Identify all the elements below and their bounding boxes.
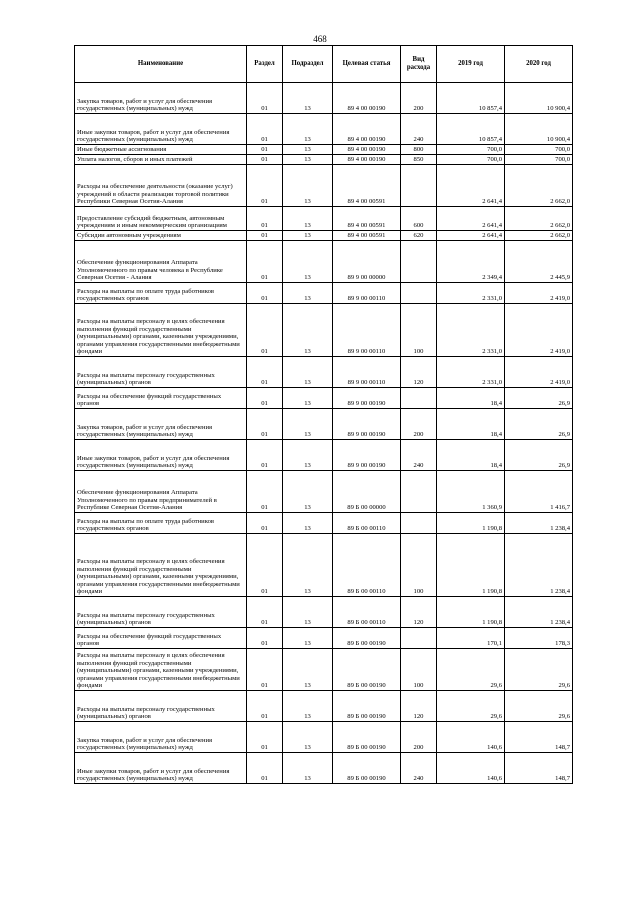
- row-name: Обеспечение функционирования Аппарата Уполномоченного по правам предпринимателей в Республике Северная Осетия-Алания: [75, 471, 247, 513]
- row-expense-type: 200: [401, 722, 437, 753]
- row-target: 89 4 00 00591: [333, 207, 401, 231]
- table-row: [75, 114, 573, 145]
- table-row: [75, 753, 573, 784]
- row-section: 01: [247, 649, 283, 691]
- row-name: Обеспечение функционирования Аппарата Уполномоченного по правам человека в Республике Северная Осетия - Алания: [75, 241, 247, 283]
- row-subsection: 13: [283, 357, 333, 388]
- table-row: [75, 231, 573, 241]
- row-value-2019: 1 190,8: [437, 597, 505, 628]
- row-expense-type: [401, 388, 437, 409]
- row-value-2019: 170,1: [437, 628, 505, 649]
- table-row: [75, 649, 573, 691]
- row-section: 01: [247, 207, 283, 231]
- row-expense-type: 850: [401, 155, 437, 165]
- row-expense-type: [401, 628, 437, 649]
- row-name: Субсидии автономным учреждениям: [75, 231, 247, 241]
- page-number: 468: [313, 34, 327, 44]
- row-section: 01: [247, 283, 283, 304]
- header-name: Наименование: [75, 46, 247, 83]
- row-expense-type: 200: [401, 83, 437, 114]
- row-target: 89 Б 00 00190: [333, 753, 401, 784]
- row-value-2020: 2 419,0: [505, 283, 573, 304]
- row-subsection: 13: [283, 241, 333, 283]
- row-name: Иные закупки товаров, работ и услуг для обеспечения государственных (муниципальных) нужд: [75, 114, 247, 145]
- row-section: 01: [247, 753, 283, 784]
- table-row: [75, 722, 573, 753]
- row-value-2019: 18,4: [437, 388, 505, 409]
- row-subsection: 13: [283, 304, 333, 357]
- row-name: Иные бюджетные ассигнования: [75, 145, 247, 155]
- row-section: 01: [247, 597, 283, 628]
- row-section: 01: [247, 471, 283, 513]
- row-subsection: 13: [283, 388, 333, 409]
- row-expense-type: 200: [401, 409, 437, 440]
- table-row: [75, 471, 573, 513]
- row-name: Расходы на выплаты по оплате труда работников государственных органов: [75, 513, 247, 534]
- row-section: 01: [247, 513, 283, 534]
- row-value-2020: 10 900,4: [505, 83, 573, 114]
- row-subsection: 13: [283, 207, 333, 231]
- row-name: Предоставление субсидий бюджетным, автономным учреждениям и иным некоммерческим организациям: [75, 207, 247, 231]
- row-value-2020: 2 662,0: [505, 231, 573, 241]
- row-value-2019: 1 190,8: [437, 534, 505, 597]
- header-subsection: Подраздел: [283, 46, 333, 83]
- row-expense-type: 800: [401, 145, 437, 155]
- row-value-2019: 140,6: [437, 753, 505, 784]
- row-name: Расходы на обеспечение функций государственных органов: [75, 388, 247, 409]
- row-target: 89 Б 00 00190: [333, 649, 401, 691]
- row-expense-type: 240: [401, 114, 437, 145]
- row-target: 89 Б 00 00190: [333, 691, 401, 722]
- row-value-2020: 26,9: [505, 409, 573, 440]
- table-row: [75, 513, 573, 534]
- row-name: Расходы на выплаты персоналу в целях обеспечения выполнения функций государственными (муниципальными) органами, казенными учреждениями, органами управления государственными внебюджетными фондами: [75, 534, 247, 597]
- row-name: Закупка товаров, работ и услуг для обеспечения государственных (муниципальных) нужд: [75, 83, 247, 114]
- row-section: 01: [247, 231, 283, 241]
- row-subsection: 13: [283, 409, 333, 440]
- header-expense-type: Вид расхода: [401, 46, 437, 83]
- table-row: [75, 165, 573, 207]
- row-section: 01: [247, 722, 283, 753]
- row-value-2020: 1 238,4: [505, 513, 573, 534]
- table-row: [75, 534, 573, 597]
- table-header-row: [75, 46, 573, 83]
- row-subsection: 13: [283, 114, 333, 145]
- row-name: Закупка товаров, работ и услуг для обеспечения государственных (муниципальных) нужд: [75, 722, 247, 753]
- row-subsection: 13: [283, 722, 333, 753]
- row-expense-type: 100: [401, 304, 437, 357]
- row-section: 01: [247, 241, 283, 283]
- row-section: 01: [247, 114, 283, 145]
- row-value-2020: 2 419,0: [505, 304, 573, 357]
- row-value-2020: 148,7: [505, 753, 573, 784]
- row-section: 01: [247, 440, 283, 471]
- row-target: 89 Б 00 00190: [333, 722, 401, 753]
- row-subsection: 13: [283, 534, 333, 597]
- row-expense-type: 100: [401, 534, 437, 597]
- row-target: 89 Б 00 00000: [333, 471, 401, 513]
- row-section: 01: [247, 83, 283, 114]
- row-target: 89 4 00 00190: [333, 83, 401, 114]
- row-name: Расходы на выплаты по оплате труда работников государственных органов: [75, 283, 247, 304]
- row-value-2019: 29,6: [437, 649, 505, 691]
- row-value-2019: 700,0: [437, 155, 505, 165]
- header-target: Целевая статья: [333, 46, 401, 83]
- row-expense-type: 620: [401, 231, 437, 241]
- row-target: 89 4 00 00591: [333, 165, 401, 207]
- row-section: 01: [247, 155, 283, 165]
- row-expense-type: 120: [401, 357, 437, 388]
- row-subsection: 13: [283, 145, 333, 155]
- row-value-2020: 1 238,4: [505, 597, 573, 628]
- row-value-2020: 29,6: [505, 649, 573, 691]
- row-expense-type: 600: [401, 207, 437, 231]
- row-subsection: 13: [283, 649, 333, 691]
- row-name: Расходы на выплаты персоналу государственных (муниципальных) органов: [75, 357, 247, 388]
- table-row: [75, 357, 573, 388]
- row-target: 89 4 00 00190: [333, 145, 401, 155]
- row-value-2019: 18,4: [437, 440, 505, 471]
- table-row: [75, 207, 573, 231]
- row-value-2020: 10 900,4: [505, 114, 573, 145]
- table-row: [75, 83, 573, 114]
- row-target: 89 9 00 00190: [333, 409, 401, 440]
- row-expense-type: 100: [401, 649, 437, 691]
- row-expense-type: [401, 471, 437, 513]
- row-expense-type: 120: [401, 597, 437, 628]
- row-name: Закупка товаров, работ и услуг для обеспечения государственных (муниципальных) нужд: [75, 409, 247, 440]
- row-value-2019: 140,6: [437, 722, 505, 753]
- row-subsection: 13: [283, 283, 333, 304]
- row-target: 89 4 00 00591: [333, 231, 401, 241]
- row-value-2019: 18,4: [437, 409, 505, 440]
- row-target: 89 Б 00 00190: [333, 628, 401, 649]
- row-target: 89 9 00 00110: [333, 304, 401, 357]
- row-target: 89 Б 00 00110: [333, 534, 401, 597]
- row-subsection: 13: [283, 83, 333, 114]
- row-expense-type: [401, 513, 437, 534]
- row-section: 01: [247, 534, 283, 597]
- row-value-2020: 26,9: [505, 440, 573, 471]
- table-row: [75, 440, 573, 471]
- row-value-2020: 1 416,7: [505, 471, 573, 513]
- row-target: 89 9 00 00190: [333, 388, 401, 409]
- row-subsection: 13: [283, 628, 333, 649]
- row-value-2019: 2 641,4: [437, 165, 505, 207]
- row-section: 01: [247, 145, 283, 155]
- row-value-2020: 1 238,4: [505, 534, 573, 597]
- row-subsection: 13: [283, 513, 333, 534]
- row-value-2020: 2 419,0: [505, 357, 573, 388]
- row-name: Расходы на выплаты персоналу в целях обеспечения выполнения функций государственными (муниципальными) органами, казенными учреждениями, органами управления государственными внебюджетными фондами: [75, 649, 247, 691]
- row-value-2020: 2 662,0: [505, 165, 573, 207]
- row-value-2019: 29,6: [437, 691, 505, 722]
- row-value-2020: 26,9: [505, 388, 573, 409]
- row-expense-type: 240: [401, 753, 437, 784]
- row-name: Расходы на выплаты персоналу государственных (муниципальных) органов: [75, 597, 247, 628]
- table-row: [75, 409, 573, 440]
- row-name: Расходы на выплаты персоналу в целях обеспечения выполнения функций государственными (муниципальными) органами, казенными учреждениями, органами управления государственными внебюджетными фондами: [75, 304, 247, 357]
- table-row: [75, 597, 573, 628]
- row-target: 89 9 00 00110: [333, 357, 401, 388]
- row-subsection: 13: [283, 471, 333, 513]
- row-target: 89 Б 00 00110: [333, 597, 401, 628]
- row-target: 89 9 00 00110: [333, 283, 401, 304]
- header-section: Раздел: [247, 46, 283, 83]
- row-section: 01: [247, 357, 283, 388]
- row-subsection: 13: [283, 155, 333, 165]
- table-row: [75, 304, 573, 357]
- table-row: [75, 155, 573, 165]
- row-subsection: 13: [283, 597, 333, 628]
- row-expense-type: [401, 283, 437, 304]
- row-subsection: 13: [283, 753, 333, 784]
- row-name: Уплата налогов, сборов и иных платежей: [75, 155, 247, 165]
- row-target: 89 Б 00 00110: [333, 513, 401, 534]
- row-section: 01: [247, 304, 283, 357]
- table-row: [75, 388, 573, 409]
- table-row: [75, 241, 573, 283]
- row-target: 89 9 00 00000: [333, 241, 401, 283]
- row-value-2020: 2 445,9: [505, 241, 573, 283]
- row-value-2019: 1 360,9: [437, 471, 505, 513]
- row-section: 01: [247, 691, 283, 722]
- row-target: 89 9 00 00190: [333, 440, 401, 471]
- table-row: [75, 145, 573, 155]
- row-section: 01: [247, 388, 283, 409]
- row-subsection: 13: [283, 231, 333, 241]
- row-section: 01: [247, 628, 283, 649]
- row-subsection: 13: [283, 691, 333, 722]
- row-name: Расходы на выплаты персоналу государственных (муниципальных) органов: [75, 691, 247, 722]
- row-subsection: 13: [283, 440, 333, 471]
- row-value-2020: 2 662,0: [505, 207, 573, 231]
- row-expense-type: 240: [401, 440, 437, 471]
- row-value-2019: 2 349,4: [437, 241, 505, 283]
- row-target: 89 4 00 00190: [333, 155, 401, 165]
- row-value-2020: 148,7: [505, 722, 573, 753]
- row-target: 89 4 00 00190: [333, 114, 401, 145]
- row-value-2020: 178,3: [505, 628, 573, 649]
- header-2019: 2019 год: [437, 46, 505, 83]
- budget-table: [74, 45, 573, 784]
- row-value-2019: 2 331,0: [437, 283, 505, 304]
- row-value-2019: 10 857,4: [437, 114, 505, 145]
- row-name: Иные закупки товаров, работ и услуг для обеспечения государственных (муниципальных) нужд: [75, 753, 247, 784]
- row-name: Иные закупки товаров, работ и услуг для обеспечения государственных (муниципальных) нужд: [75, 440, 247, 471]
- row-expense-type: [401, 165, 437, 207]
- row-value-2019: 1 190,8: [437, 513, 505, 534]
- row-section: 01: [247, 165, 283, 207]
- row-section: 01: [247, 409, 283, 440]
- row-name: Расходы на обеспечение функций государственных органов: [75, 628, 247, 649]
- row-value-2019: 2 641,4: [437, 207, 505, 231]
- table-row: [75, 283, 573, 304]
- row-value-2019: 10 857,4: [437, 83, 505, 114]
- table-row: [75, 628, 573, 649]
- table-row: [75, 691, 573, 722]
- row-name: Расходы на обеспечение деятельности (оказание услуг) учреждений в области реализации торговой политики Республики Северная Осетия-Алания: [75, 165, 247, 207]
- row-value-2019: 2 641,4: [437, 231, 505, 241]
- row-value-2020: 700,0: [505, 145, 573, 155]
- row-expense-type: 120: [401, 691, 437, 722]
- row-value-2019: 700,0: [437, 145, 505, 155]
- row-value-2020: 29,6: [505, 691, 573, 722]
- row-value-2019: 2 331,0: [437, 357, 505, 388]
- row-value-2019: 2 331,0: [437, 304, 505, 357]
- row-expense-type: [401, 241, 437, 283]
- header-2020: 2020 год: [505, 46, 573, 83]
- row-value-2020: 700,0: [505, 155, 573, 165]
- row-subsection: 13: [283, 165, 333, 207]
